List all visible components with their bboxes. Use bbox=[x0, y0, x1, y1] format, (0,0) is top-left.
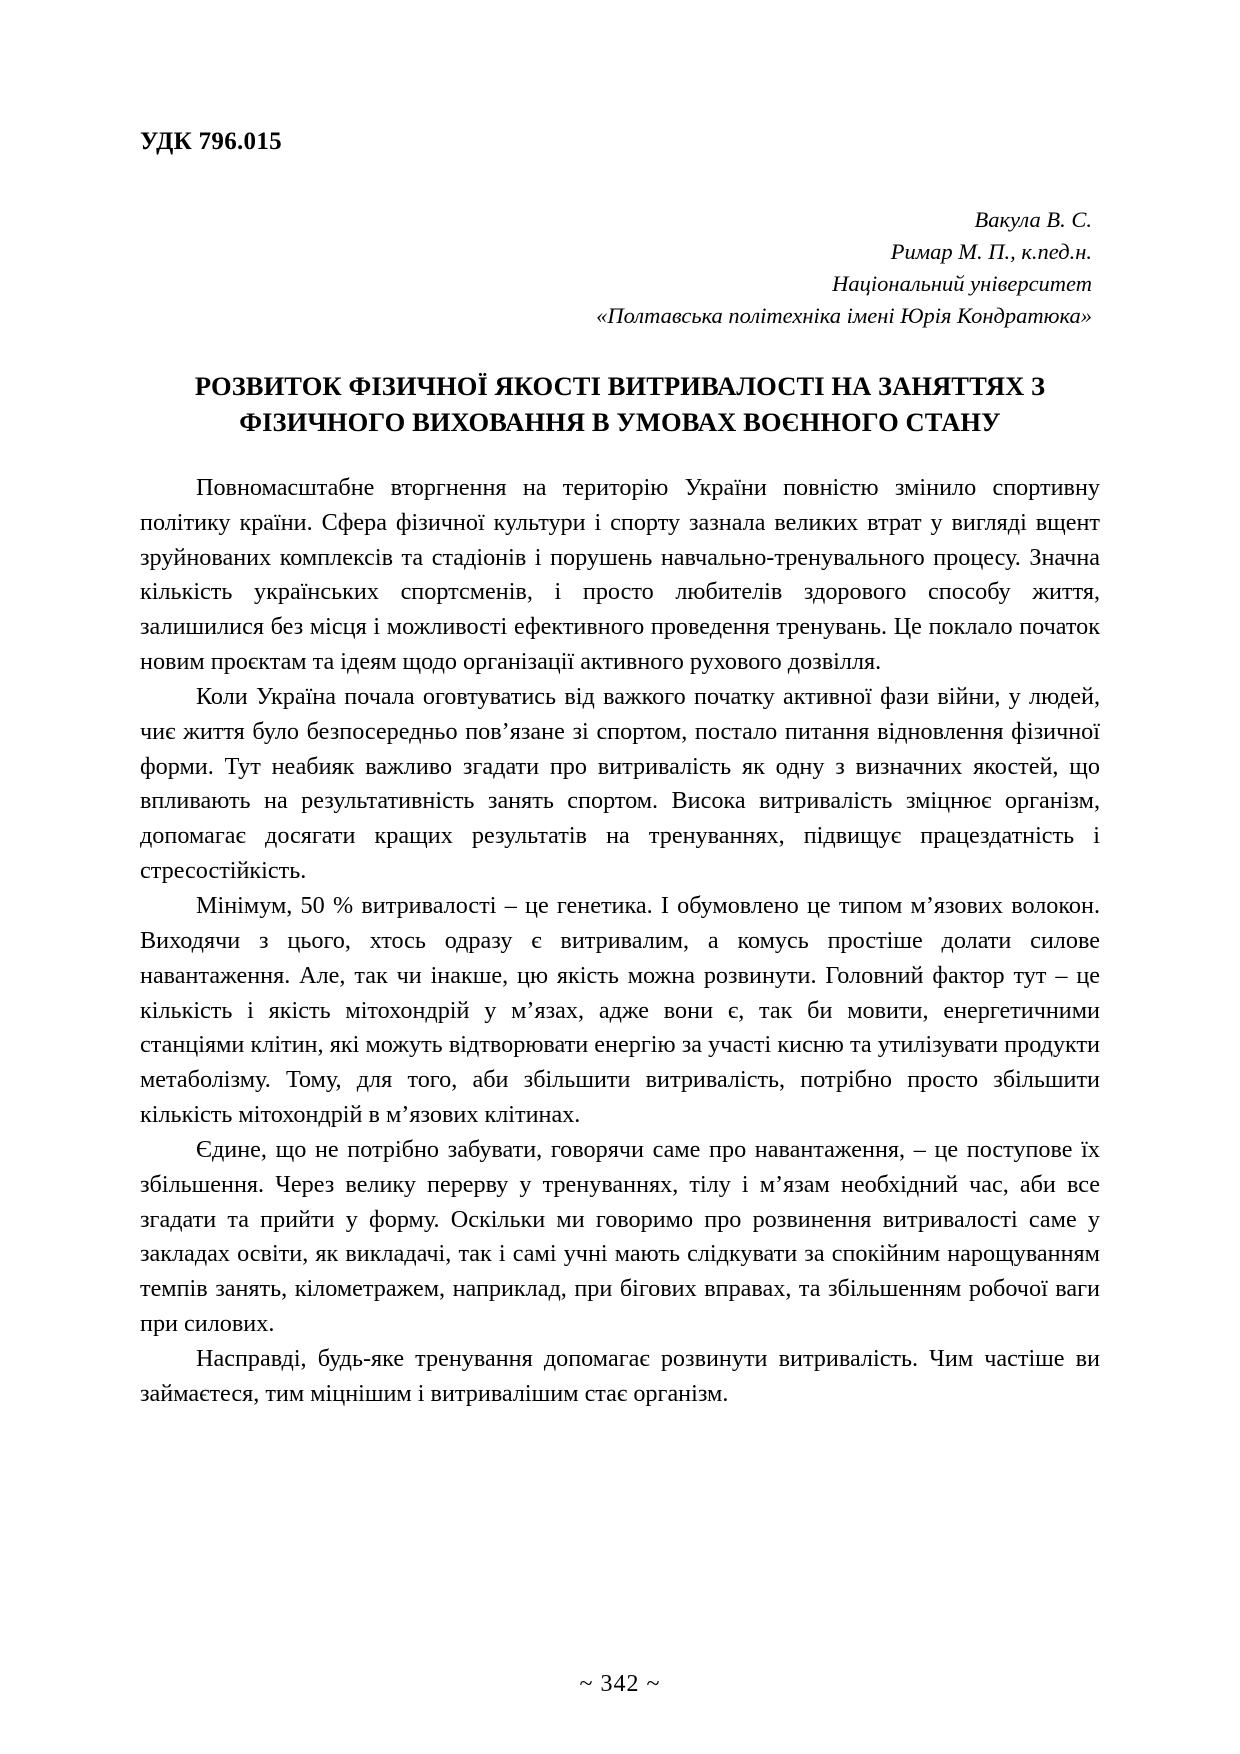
udk-code: УДК 796.015 bbox=[140, 128, 282, 155]
page-title: РОЗВИТОК ФІЗИЧНОЇ ЯКОСТІ ВИТРИВАЛОСТІ НА ЗАНЯТТЯХ З ФІЗИЧНОГО ВИХОВАННЯ В УМОВАХ ВОЄННОГО СТАНУ bbox=[194, 370, 1046, 438]
paragraph: Мінімум, 50 % витривалості – це генетика. І обумовлено це типом м’язових волокон. Виходячи з цього, хтось одразу є витривалим, а комусь простіше долати силове навантаження. Але, так чи інакше, цю якість можна розвинути. Головний фактор тут – це кількість і якість мітохондрій у м’язах, адже вони є, так би мовити, енергетичними станціями клітин, які можуть відтворювати енергію за участі кисню та утилізувати продукти метаболізму. Тому, для того, аби збільшити витривалість, потрібно просто збільшити кількість мітохондрій в м’язових клітинах. bbox=[140, 892, 1100, 1129]
author-line-1: Вакула В. С. bbox=[974, 207, 1092, 232]
author-line-2: Римар М. П., к.пед.н. bbox=[890, 238, 1092, 264]
page-number: ~ 342 ~ bbox=[579, 1671, 661, 1697]
paragraph: Єдине, що не потрібно забувати, говорячи саме про навантаження, – це поступове їх збільшення. Через велику перерву у тренуваннях, тілу і м’язам необхідний час, аби все згадати та прийти у форму. Оскільки ми говоримо про розвинення витривалості саме у закладах освіти, як викладачі, так і самі учні мають слідкувати за спокійним нарощуванням темпів занять, кілометражем, наприклад, при бігових вправах, та збільшенням робочої ваги при силових. bbox=[140, 1135, 1100, 1338]
paragraph: Насправді, будь-яке тренування допомагає розвинути витривалість. Чим частіше ви займаєтеся, тим міцнішим і витривалішим стає організм. bbox=[140, 1344, 1100, 1407]
article-body bbox=[140, 471, 1100, 1412]
author-block bbox=[140, 204, 1092, 332]
affiliation-line-1: Національний університет bbox=[832, 270, 1092, 296]
affiliation-line-2: «Полтавська політехніка імені Юрія Кондратюка» bbox=[596, 302, 1092, 328]
paragraph: Повномасштабне вторгнення на територію України повністю змінило спортивну політику країни. Сфера фізичної культури і спорту зазнала великих втрат у вигляді вщент зруйнованих комплексів та стадіонів і порушень навчально-тренувального процесу. Значна кількість українських спортсменів, і просто любителів здорового способу життя, залишилися без місця і можливості ефективного проведення тренувань. Це поклало початок новим проєктам та ідеям щодо організації активного рухового дозвілля. bbox=[140, 473, 1100, 676]
paragraph: Коли Україна почала оговтуватись від важкого початку активної фази війни, у людей, чиє життя було безпосередньо пов’язане зі спортом, постало питання відновлення фізичної форми. Тут неабияк важливо згадати про витривалість як одну з визначних якостей, що впливають на результативність занять спортом. Висока витривалість зміцнює організм, допомагає досягати кращих результатів на тренуваннях, підвищує працездатність і стресостійкість. bbox=[140, 682, 1100, 885]
